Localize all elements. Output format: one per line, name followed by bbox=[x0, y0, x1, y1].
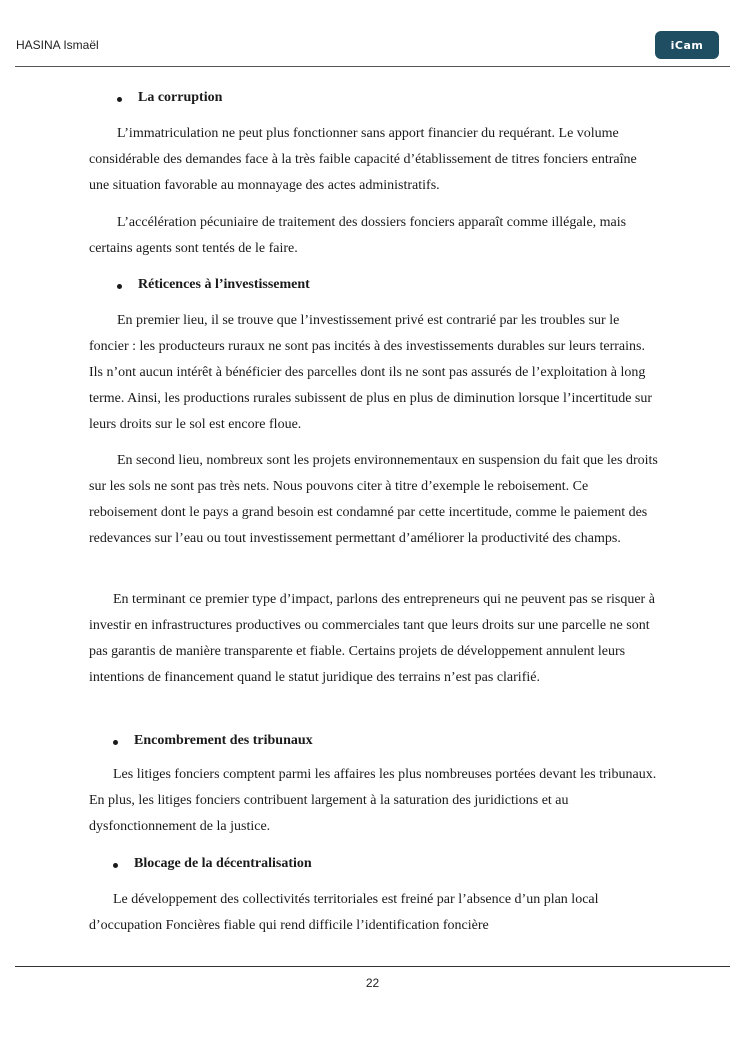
paragraph: En premier lieu, il se trouve que l’investissement privé est contrarié par les troubles sur le foncier : les producteurs ruraux ne sont pas incités à des investissements durables sur leurs terrains. Ils n’ont aucun intérêt à bénéficier des parcelles dont ils ne sont pas assurés de l’exploitation à long terme. Ainsi, les productions rurales subissent de plus en plus de diminution lorsque l’incertitude sur leurs droits sur le sol est encore floue. bbox=[89, 313, 653, 432]
header-divider bbox=[15, 66, 730, 67]
paragraph: En terminant ce premier type d’impact, parlons des entrepreneurs qui ne peuvent pas se risquer à investir en infrastructures productives ou commerciales tant que leurs droits sur une parcelle ne sont pas garantis de manière transparente et fiable. Certains projets de développement annulent leurs intentions de financement quand le statut juridique des terrains n’est pas clarifié. bbox=[89, 592, 655, 685]
paragraph: L’immatriculation ne peut plus fonctionner sans apport financier du requérant. Le volume considérable des demandes face à la très faible capacité d’établissement de titres fonciers entraîne une situation favorable au monnayage des actes administratifs. bbox=[89, 126, 637, 193]
section-heading: La corruption bbox=[138, 90, 222, 106]
paragraph: Le développement des collectivités territoriales est freiné par l’absence d’un plan local d’occupation Foncières fiable qui rend difficile l’identification foncière bbox=[89, 892, 599, 933]
section-heading: Encombrement des tribunaux bbox=[134, 733, 313, 749]
section-heading: Réticences à l’investissement bbox=[138, 277, 310, 293]
bullet-icon bbox=[113, 740, 118, 745]
bullet-icon bbox=[117, 97, 122, 102]
paragraph: Les litiges fonciers comptent parmi les affaires les plus nombreuses portées devant les tribunaux. En plus, les litiges fonciers contribuent largement à la saturation des juridictions et au dysfonctionnement de la justice. bbox=[89, 767, 657, 834]
section-heading: Blocage de la décentralisation bbox=[134, 856, 312, 872]
page-number: 22 bbox=[365, 976, 380, 990]
paragraph: L’accélération pécuniaire de traitement des dossiers fonciers apparaît comme illégale, mais certains agents sont tentés de le faire. bbox=[89, 215, 627, 256]
logo: iCam bbox=[655, 31, 719, 59]
bullet-icon bbox=[113, 863, 118, 868]
header-author: HASINA Ismaël bbox=[16, 38, 99, 52]
bullet-icon bbox=[117, 284, 122, 289]
paragraph: En second lieu, nombreux sont les projets environnementaux en suspension du fait que les droits sur les sols ne sont pas très nets. Nous pouvons citer à titre d’exemple le reboisement. Ce reboisement dont le pays a grand besoin est condamné par cette incertitude, comme le paiement des redevances sur l’eau ou tout investissement permettant d’améliorer la productivité des champs. bbox=[89, 453, 658, 546]
footer-divider bbox=[15, 966, 730, 967]
